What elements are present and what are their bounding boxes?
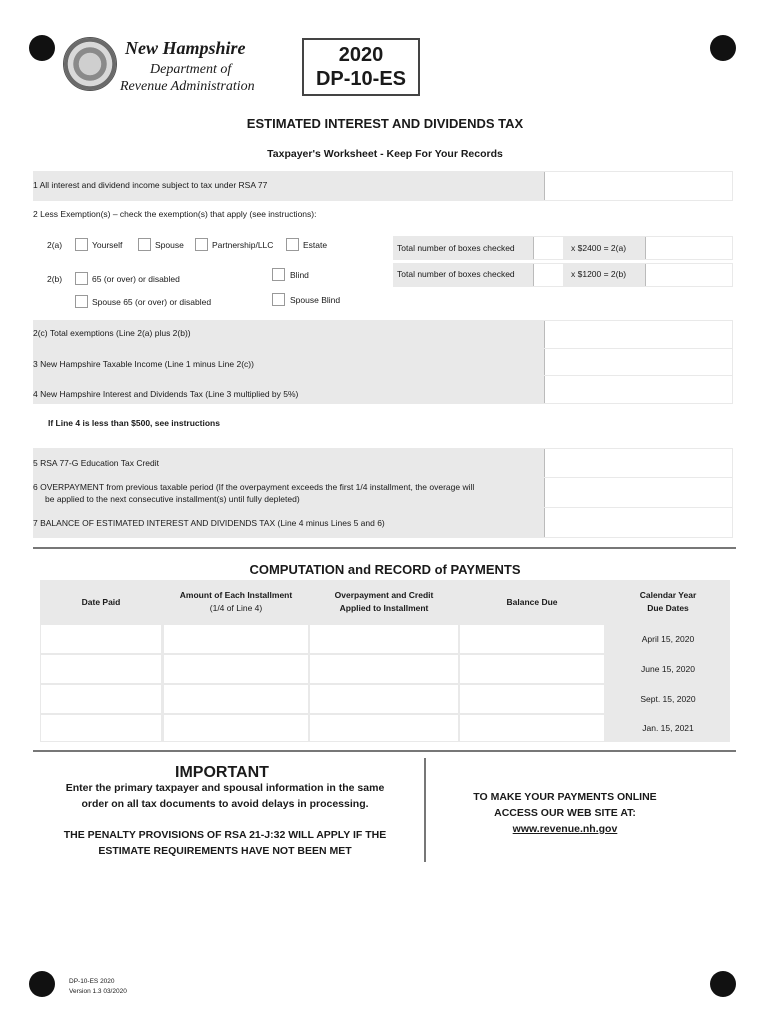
- line-4-note: If Line 4 is less than $500, see instructions: [48, 418, 220, 428]
- col-overpayment: Overpayment and Credit: [334, 590, 434, 600]
- line-3-amount-field[interactable]: [544, 349, 732, 375]
- line-1-label: 1 All interest and dividend income subject to tax under RSA 77: [33, 180, 268, 190]
- online-line2: ACCESS OUR WEB SITE AT:: [494, 807, 636, 819]
- line-2b-total-label: Total number of boxes checked: [397, 269, 515, 279]
- spouse-label: Spouse: [155, 240, 184, 250]
- line-6-amount-field[interactable]: [544, 478, 732, 507]
- due-date-3: Sept. 15, 2020: [640, 694, 696, 704]
- line-2b-label: 2(b): [47, 274, 63, 284]
- estate-checkbox[interactable]: [286, 238, 299, 251]
- state-seal-logo: [63, 37, 117, 91]
- estate-label: Estate: [303, 240, 328, 250]
- form-number: DP-10-ES: [315, 68, 407, 90]
- col-due-dates: Due Dates: [647, 603, 689, 613]
- spouse-65-checkbox[interactable]: [75, 295, 88, 308]
- spouse-blind-label: Spouse Blind: [290, 295, 341, 305]
- blind-checkbox[interactable]: [272, 268, 285, 281]
- col-calendar-year: Calendar Year: [639, 590, 697, 600]
- section-divider-2: [33, 750, 736, 752]
- registration-mark-bottom-right: [710, 971, 736, 997]
- balance-cell-2[interactable]: [460, 655, 604, 683]
- line-4-amount-field[interactable]: [544, 376, 732, 403]
- col-installment-sub: (1/4 of Line 4): [209, 603, 263, 613]
- agency-division: Revenue Administration: [120, 79, 255, 94]
- date-paid-cell-4[interactable]: [41, 715, 161, 741]
- registration-mark-top-left: [29, 35, 55, 61]
- installment-cell-2[interactable]: [164, 655, 308, 683]
- important-heading: IMPORTANT: [175, 764, 269, 781]
- balance-cell-1[interactable]: [460, 625, 604, 653]
- spouse-checkbox[interactable]: [138, 238, 151, 251]
- penalty-line2: ESTIMATE REQUIREMENTS HAVE NOT BEEN MET: [98, 845, 352, 857]
- footer-version: Version 1.3 03/2020: [69, 988, 127, 995]
- form-subtitle: Taxpayer's Worksheet - Keep For Your Records: [267, 148, 503, 160]
- line-2a-label: 2(a): [47, 240, 63, 250]
- line-1-row: [33, 171, 733, 201]
- line-6-label-cont: be applied to the next consecutive installment(s) until fully depleted): [45, 494, 300, 504]
- col-balance-due: Balance Due: [506, 597, 558, 607]
- website-link[interactable]: www.revenue.nh.gov: [512, 823, 618, 835]
- line-2c-amount-field[interactable]: [544, 321, 732, 348]
- line-2a-total-row: [393, 236, 733, 260]
- date-paid-cell-2[interactable]: [41, 655, 161, 683]
- due-date-1: April 15, 2020: [641, 634, 695, 644]
- spouse-blind-checkbox[interactable]: [272, 293, 285, 306]
- partnership-label: Partnership/LLC: [212, 240, 274, 250]
- payments-heading: COMPUTATION and RECORD of PAYMENTS: [249, 562, 521, 577]
- date-paid-cell-1[interactable]: [41, 625, 161, 653]
- section-divider: [33, 547, 736, 549]
- partnership-checkbox[interactable]: [195, 238, 208, 251]
- line-2a-count-field[interactable]: [533, 237, 563, 259]
- form-title: ESTIMATED INTEREST AND DIVIDENDS TAX: [246, 116, 524, 131]
- line-7-amount-field[interactable]: [544, 508, 732, 537]
- online-line1: TO MAKE YOUR PAYMENTS ONLINE: [473, 791, 657, 803]
- agency-name: New Hampshire: [125, 38, 246, 58]
- agency-department: Department of: [150, 62, 232, 77]
- col-overpayment-sub: Applied to Installment: [339, 603, 429, 613]
- line-7-label: 7 BALANCE OF ESTIMATED INTEREST AND DIVIDENDS TAX (Line 4 minus Lines 5 and 6): [33, 518, 385, 528]
- payments-table: [40, 580, 730, 742]
- line-2b-multiplier: x $1200 = 2(b): [571, 269, 627, 279]
- overpayment-cell-3[interactable]: [310, 685, 458, 713]
- line-5-amount-field[interactable]: [544, 449, 732, 477]
- lines-2c-4-block: [33, 320, 733, 404]
- yourself-checkbox[interactable]: [75, 238, 88, 251]
- line-2b-amount-field[interactable]: [645, 264, 732, 286]
- line-2b-total-row: [393, 263, 733, 287]
- penalty-line1: THE PENALTY PROVISIONS OF RSA 21-J:32 WILL APPLY IF THE: [63, 829, 387, 841]
- due-date-2: June 15, 2020: [641, 664, 695, 674]
- registration-mark-bottom-left: [29, 971, 55, 997]
- registration-mark-top-right: [710, 35, 736, 61]
- date-paid-cell-3[interactable]: [41, 685, 161, 713]
- installment-cell-1[interactable]: [164, 625, 308, 653]
- line-2a-total-label: Total number of boxes checked: [397, 243, 515, 253]
- line-2a-amount-field[interactable]: [645, 237, 732, 259]
- line-3-label: 3 New Hampshire Taxable Income (Line 1 minus Line 2(c)): [33, 359, 254, 369]
- form-id-box: [302, 38, 420, 96]
- line-2b-count-field[interactable]: [533, 264, 563, 286]
- footer-form-id: DP-10-ES 2020: [69, 978, 115, 985]
- overpayment-cell-2[interactable]: [310, 655, 458, 683]
- form-year: 2020: [338, 44, 384, 66]
- important-msg-line1: Enter the primary taxpayer and spousal information in the same: [65, 782, 385, 794]
- overpayment-cell-1[interactable]: [310, 625, 458, 653]
- col-installment: Amount of Each Installment: [179, 590, 293, 600]
- line-5-label: 5 RSA 77-G Education Tax Credit: [33, 458, 159, 468]
- installment-cell-4[interactable]: [164, 715, 308, 741]
- age-65-checkbox[interactable]: [75, 272, 88, 285]
- spouse-65-label: Spouse 65 (or over) or disabled: [92, 297, 212, 307]
- col-date-paid: Date Paid: [81, 597, 121, 607]
- line-2a-multiplier: x $2400 = 2(a): [571, 243, 627, 253]
- installment-cell-3[interactable]: [164, 685, 308, 713]
- balance-cell-4[interactable]: [460, 715, 604, 741]
- age-65-label: 65 (or over) or disabled: [92, 274, 180, 284]
- line-2c-label: 2(c) Total exemptions (Line 2(a) plus 2(b)): [33, 328, 191, 338]
- lines-5-7-block: [33, 448, 733, 538]
- due-date-4: Jan. 15, 2021: [642, 723, 694, 733]
- line-2-label: 2 Less Exemption(s) – check the exemption(s) that apply (see instructions):: [33, 209, 317, 219]
- vertical-divider: [424, 758, 426, 862]
- line-6-label: 6 OVERPAYMENT from previous taxable period (If the overpayment exceeds the first 1/4 installment, the overage will: [33, 482, 475, 492]
- line-4-label: 4 New Hampshire Interest and Dividends Tax (Line 3 multiplied by 5%): [33, 389, 299, 399]
- overpayment-cell-4[interactable]: [310, 715, 458, 741]
- balance-cell-3[interactable]: [460, 685, 604, 713]
- blind-label: Blind: [290, 270, 309, 280]
- website-wrap: [440, 822, 690, 837]
- important-msg-line2: order on all tax documents to avoid delays in processing.: [81, 798, 369, 810]
- line-1-amount-field[interactable]: [544, 172, 732, 200]
- yourself-label: Yourself: [92, 240, 123, 250]
